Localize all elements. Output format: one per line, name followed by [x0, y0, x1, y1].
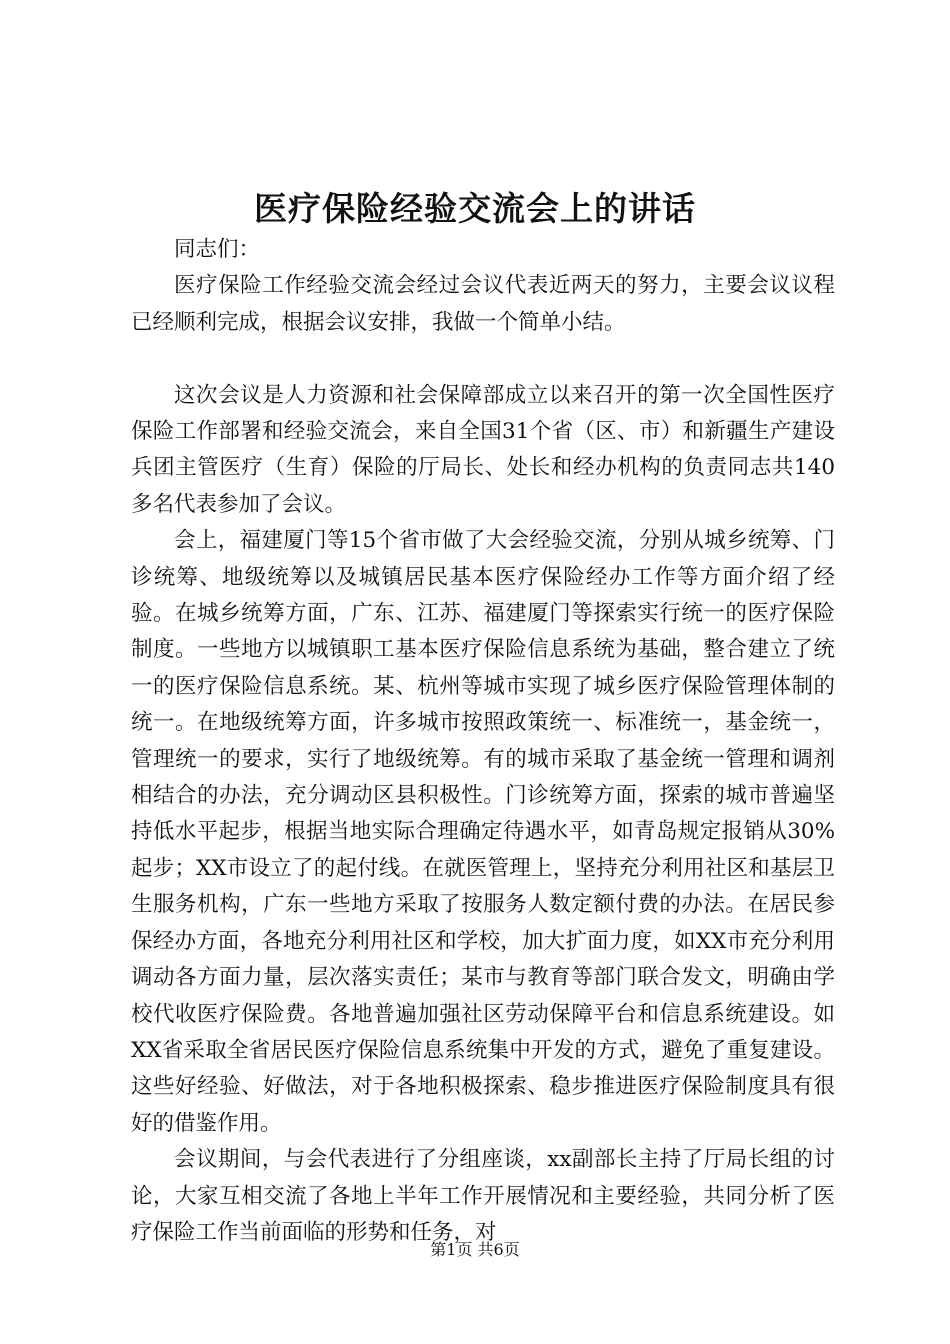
- paragraph-1: 医疗保险工作经验交流会经过会议代表近两天的努力，主要会议议程已经顺利完成，根据会议安排，我做一个简单小结。: [131, 273, 835, 335]
- page-footer: 第1页 共6页: [430, 1240, 520, 1259]
- paragraph-4: 会议期间，与会代表进行了分组座谈，xx副部长主持了厅局长组的讨论，大家互相交流了各地上半年工作开展情况和主要经验，共同分析了医疗保险工作当前面临的形势和任务，对: [131, 1147, 835, 1245]
- document-title: 医疗保险经验交流会上的讲话: [254, 189, 696, 228]
- paragraph-2: 这次会议是人力资源和社会保障部成立以来召开的第一次全国性医疗保险工作部署和经验交流会，来自全国31个省（区、市）和新疆生产建设兵团主管医疗（生育）保险的厅局长、处长和经办机构的负责同志共140多名代表参加了会议。: [131, 382, 835, 517]
- salutation: 同志们：: [174, 237, 261, 262]
- paragraph-3: 会上，福建厦门等15个省市做了大会经验交流，分别从城乡统筹、门诊统筹、地级统筹以及城镇居民基本医疗保险经办工作等方面介绍了经验。在城乡统筹方面，广东、江苏、福建厦门等探索实行统一的医疗保险制度。一些地方以城镇职工基本医疗保险信息系统为基础，整合建立了统一的医疗保险信息系统。某、杭州等城市实现了城乡医疗保险管理体制的统一。在地级统筹方面，许多城市按照政策统一、标准统一，基金统一，管理统一的要求，实行了地级统筹。有的城市采取了基金统一管理和调剂相结合的办法，充分调动区县积极性。门诊统筹方面，探索的城市普遍坚持低水平起步，根据当地实际合理确定待遇水平，如青岛规定报销从30%起步；XX市设立了的起付线。在就医管理上，坚持充分利用社区和基层卫生服务机构，广东一些地方采取了按服务人数定额付费的办法。在居民参保经办方面，各地充分利用社区和学校，加大扩面力度，如XX市充分利用调动各方面力量，层次落实责任；某市与教育等部门联合发文，明确由学校代收医疗保险费。各地普遍加强社区劳动保障平台和信息系统建设。如XX省采取全省居民医疗保险信息系统集中开发的方式，避免了重复建设。这些好经验、好做法，对于各地积极探索、稳步推进医疗保险制度具有很好的借鉴作用。: [131, 528, 835, 1136]
- document-body: [131, 232, 835, 1251]
